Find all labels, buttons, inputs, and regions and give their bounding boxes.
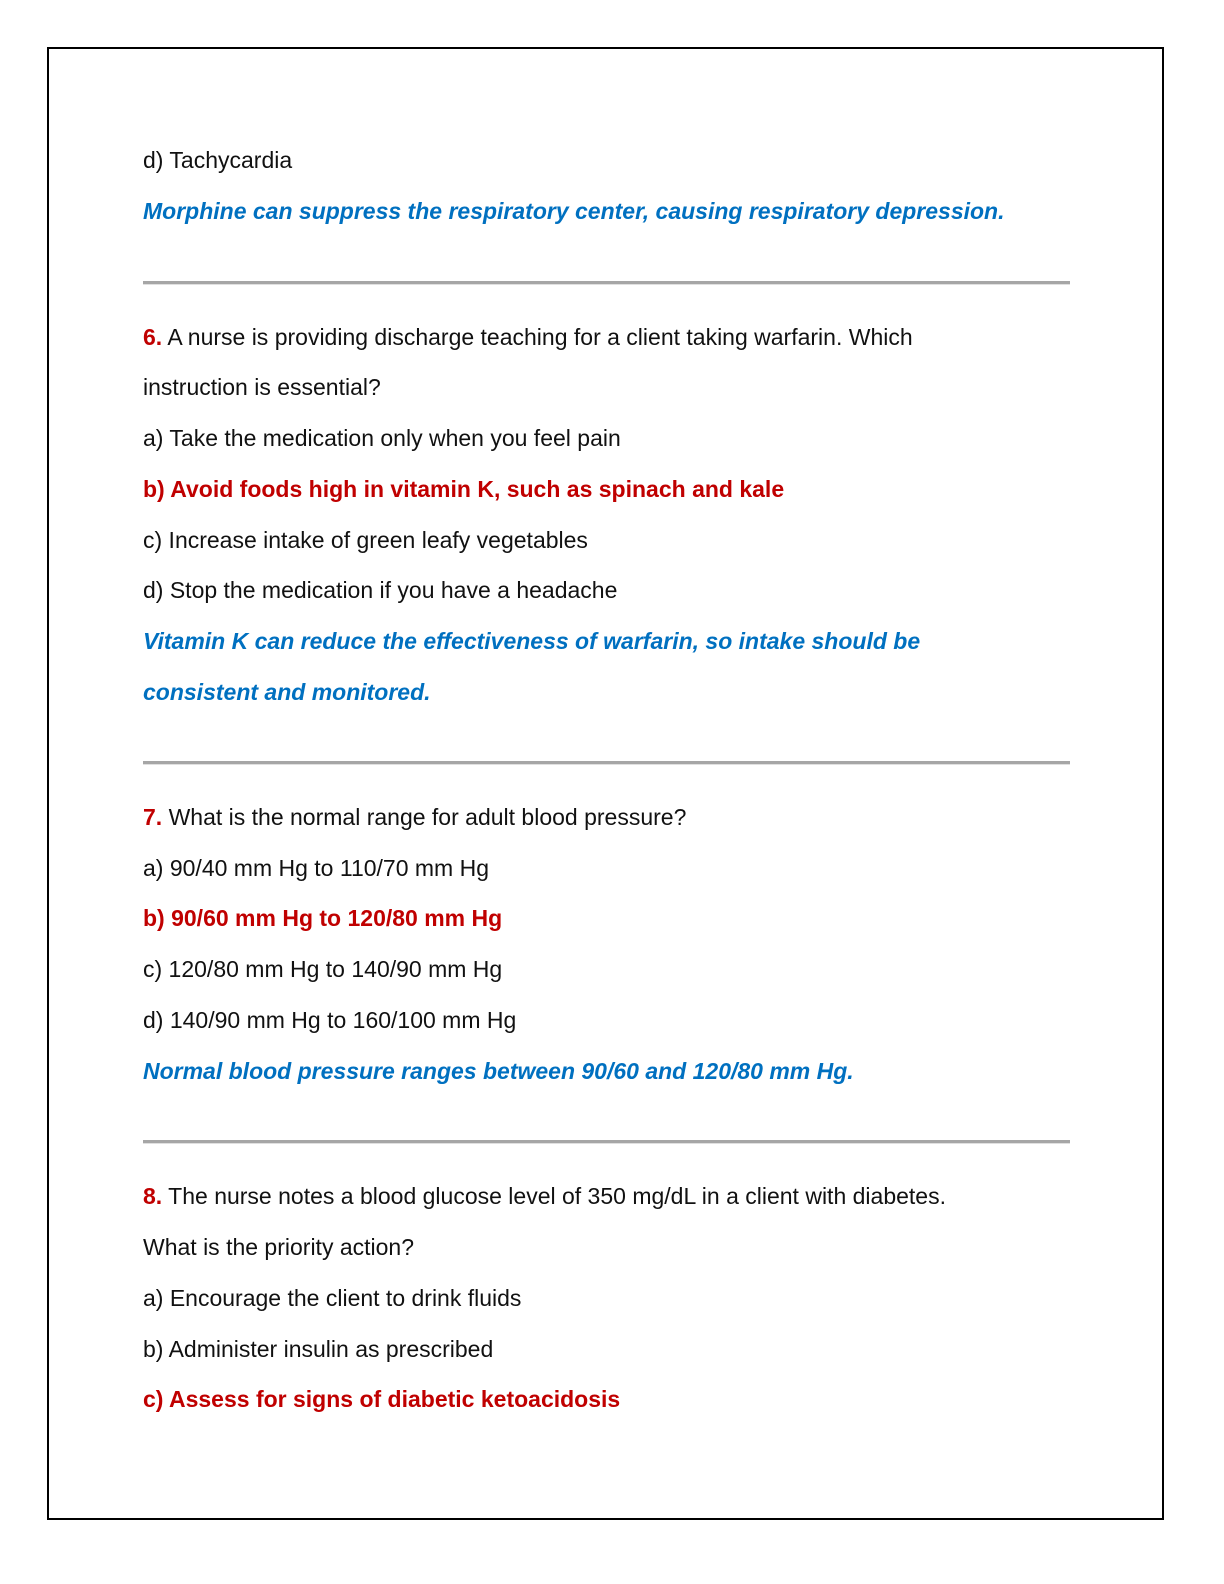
option-b-correct: b) 90/60 mm Hg to 120/80 mm Hg: [143, 905, 503, 931]
question-number: 8.: [143, 1183, 163, 1209]
question-6-text-cont: instruction is essential?: [143, 374, 381, 400]
question-8-text: [143, 1181, 946, 1211]
option-c: c) Increase intake of green leafy vegetables: [143, 527, 588, 553]
explanation: Vitamin K can reduce the effectiveness of warfarin, so intake should be: [143, 628, 921, 654]
option-b: b) Administer insulin as prescribed: [143, 1336, 494, 1362]
divider: [143, 281, 1070, 285]
question-text: A nurse is providing discharge teaching for a client taking warfarin. Which: [167, 324, 913, 350]
option-b-correct: b) Avoid foods high in vitamin K, such as spinach and kale: [143, 476, 785, 502]
question-8-text-cont: What is the priority action?: [143, 1234, 415, 1260]
divider: [143, 1140, 1070, 1144]
option-a: a) Take the medication only when you feel pain: [143, 425, 621, 451]
question-6-text: [143, 322, 913, 352]
explanation: Normal blood pressure ranges between 90/60 and 120/80 mm Hg.: [143, 1058, 854, 1084]
option-d: d) Tachycardia: [143, 147, 293, 173]
option-a: a) Encourage the client to drink fluids: [143, 1285, 522, 1311]
option-a: a) 90/40 mm Hg to 110/70 mm Hg: [143, 855, 489, 881]
explanation: Morphine can suppress the respiratory center, causing respiratory depression.: [143, 198, 1005, 224]
question-7-text: [143, 802, 686, 832]
option-c-correct: c) Assess for signs of diabetic ketoacidosis: [143, 1386, 621, 1412]
question-text: What is the normal range for adult blood pressure?: [168, 804, 687, 830]
question-text: The nurse notes a blood glucose level of 350 mg/dL in a client with diabetes.: [168, 1183, 946, 1209]
divider: [143, 761, 1070, 765]
question-number: 6.: [143, 324, 163, 350]
option-d: d) 140/90 mm Hg to 160/100 mm Hg: [143, 1007, 517, 1033]
option-d: d) Stop the medication if you have a headache: [143, 577, 618, 603]
option-c: c) 120/80 mm Hg to 140/90 mm Hg: [143, 956, 503, 982]
question-number: 7.: [143, 804, 163, 830]
explanation-cont: consistent and monitored.: [143, 679, 431, 705]
